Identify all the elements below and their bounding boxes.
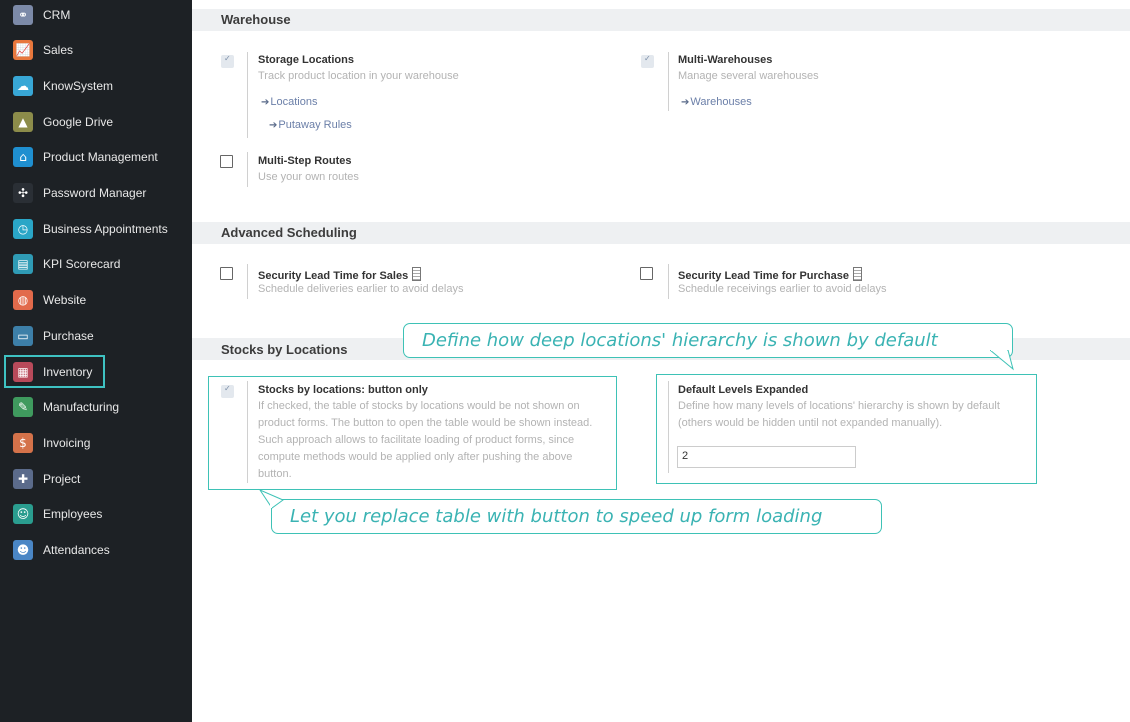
sidebar-item-label: Google Drive: [43, 114, 114, 129]
storage-locations-checkbox[interactable]: [221, 55, 234, 68]
arrow-right-icon: ➔: [269, 120, 278, 131]
box-icon: ▦: [13, 362, 33, 382]
arrow-right-icon: ➔: [681, 97, 690, 108]
storage-locations-title: Storage Locations: [258, 54, 354, 66]
lead-time-sales-desc: Schedule deliveries earlier to avoid delays: [258, 283, 464, 295]
desc-line: (others would be hidden until not expanded manually).: [678, 417, 943, 429]
multi-warehouses-desc: Manage several warehouses: [678, 70, 819, 82]
stocks-button-only-checkbox[interactable]: [221, 385, 234, 398]
divider: [247, 264, 248, 299]
sidebar-item-label: Employees: [43, 507, 103, 522]
stocks-button-only-desc: [258, 398, 592, 483]
storage-locations-desc: Track product location in your warehouse: [258, 70, 459, 82]
sidebar-item-product-management[interactable]: [4, 141, 158, 174]
scorecard-icon: ▤: [13, 254, 33, 274]
multi-warehouses-title: Multi-Warehouses: [678, 54, 773, 66]
sidebar-item-label: Password Manager: [43, 186, 147, 200]
puzzle-icon: ✣: [13, 183, 33, 203]
clock-icon: ◷: [13, 219, 33, 239]
default-levels-title: Default Levels Expanded: [678, 384, 809, 396]
locations-link[interactable]: ➔Locations: [261, 96, 318, 108]
section-title: Advanced Scheduling: [221, 225, 357, 240]
sidebar-item-label: Inventory: [43, 364, 93, 379]
section-title: Warehouse: [221, 12, 291, 27]
sidebar-item-website[interactable]: [4, 284, 104, 317]
app-sidebar: [0, 0, 192, 722]
sidebar-item-inventory[interactable]: [4, 355, 105, 388]
invoice-icon: $: [13, 433, 33, 453]
desc-line: compute methods would be applied only after pushing the above: [258, 451, 573, 463]
attendance-icon: ☻: [13, 540, 33, 560]
people-icon: ☺: [13, 504, 33, 524]
sidebar-item-label: Purchase: [43, 328, 94, 343]
sidebar-item-label: KPI Scorecard: [43, 257, 121, 272]
multi-step-routes-desc: Use your own routes: [258, 171, 359, 183]
sidebar-item-project[interactable]: [4, 462, 104, 495]
default-levels-input[interactable]: 2: [677, 446, 856, 468]
desc-line: button.: [258, 468, 292, 480]
arrow-right-icon: ➔: [261, 97, 270, 108]
lead-time-purchase-title: Security Lead Time for Purchase: [678, 267, 862, 282]
sidebar-item-label: Product Management: [43, 150, 158, 165]
callout-default-levels: Define how deep locations' hierarchy is shown by default: [403, 323, 1013, 358]
divider: [668, 52, 669, 111]
section-header-warehouse: [192, 9, 1130, 31]
divider: [668, 264, 669, 299]
sidebar-item-label: Manufacturing: [43, 400, 120, 415]
company-document-icon: [853, 267, 862, 281]
divider: [247, 152, 248, 187]
sidebar-item-label: Sales: [43, 43, 74, 58]
lead-time-sales-checkbox[interactable]: [220, 267, 233, 280]
sidebar-item-manufacturing[interactable]: [4, 391, 120, 424]
default-levels-desc: [678, 398, 1000, 432]
divider: [247, 381, 248, 483]
sidebar-item-label: Invoicing: [43, 435, 91, 450]
sidebar-item-google-drive[interactable]: [4, 105, 114, 138]
sidebar-item-crm[interactable]: [4, 0, 104, 31]
wrench-icon: ✎: [13, 397, 33, 417]
multi-step-routes-title: Multi-Step Routes: [258, 155, 352, 167]
chart-icon: 📈: [13, 40, 33, 60]
multi-warehouses-checkbox[interactable]: [641, 55, 654, 68]
globe-icon: ◍: [13, 290, 33, 310]
sidebar-item-label: Project: [43, 471, 81, 486]
sidebar-item-knowsystem[interactable]: [4, 69, 114, 102]
sidebar-item-business-appointments[interactable]: [4, 212, 168, 245]
sidebar-item-label: KnowSystem: [43, 78, 114, 93]
multi-step-routes-checkbox[interactable]: [220, 155, 233, 168]
section-title: Stocks by Locations: [221, 342, 348, 357]
factory-icon: ⌂: [13, 147, 33, 167]
sidebar-item-label: Business Appointments: [43, 221, 168, 236]
sidebar-item-purchase[interactable]: [4, 319, 104, 352]
sidebar-item-password-manager[interactable]: [4, 177, 147, 210]
desc-line: If checked, the table of stocks by locations would be not shown on: [258, 400, 580, 412]
sidebar-item-label: Attendances: [43, 543, 110, 557]
desc-line: product forms. The button to open the table would be shown instead.: [258, 417, 593, 429]
warehouses-link[interactable]: ➔Warehouses: [681, 96, 752, 108]
drive-icon: ▲: [13, 112, 33, 132]
handshake-icon: ⚭: [13, 5, 33, 25]
callout-tail: [990, 350, 1020, 374]
sidebar-item-employees[interactable]: [4, 498, 104, 531]
sidebar-item-label: CRM: [43, 7, 71, 22]
sidebar-item-attendances[interactable]: [4, 534, 110, 567]
section-header-advanced-scheduling: [192, 222, 1130, 244]
brain-icon: ☁: [13, 76, 33, 96]
lead-time-purchase-desc: Schedule receivings earlier to avoid delays: [678, 283, 887, 295]
lead-time-sales-title: Security Lead Time for Sales: [258, 267, 421, 282]
desc-line: Define how many levels of locations' hierarchy is shown by default: [678, 400, 1000, 412]
sidebar-item-sales[interactable]: [4, 34, 104, 67]
divider: [668, 381, 669, 473]
company-document-icon: [412, 267, 421, 281]
sidebar-item-invoicing[interactable]: [4, 426, 104, 459]
divider: [247, 52, 248, 138]
callout-button-only: Let you replace table with button to speed up form loading: [271, 499, 882, 534]
purchase-icon: ▭: [13, 326, 33, 346]
lead-time-purchase-checkbox[interactable]: [640, 267, 653, 280]
stocks-button-only-title: Stocks by locations: button only: [258, 384, 428, 396]
desc-line: Such approach allows to facilitate loading of product forms, since: [258, 434, 575, 446]
putaway-rules-link[interactable]: ➔Putaway Rules: [269, 119, 352, 131]
sidebar-item-kpi-scorecard[interactable]: [4, 248, 121, 281]
callout-tail: [255, 488, 285, 510]
sidebar-item-label: Website: [43, 293, 87, 308]
puzzle-piece-icon: ✚: [13, 469, 33, 489]
